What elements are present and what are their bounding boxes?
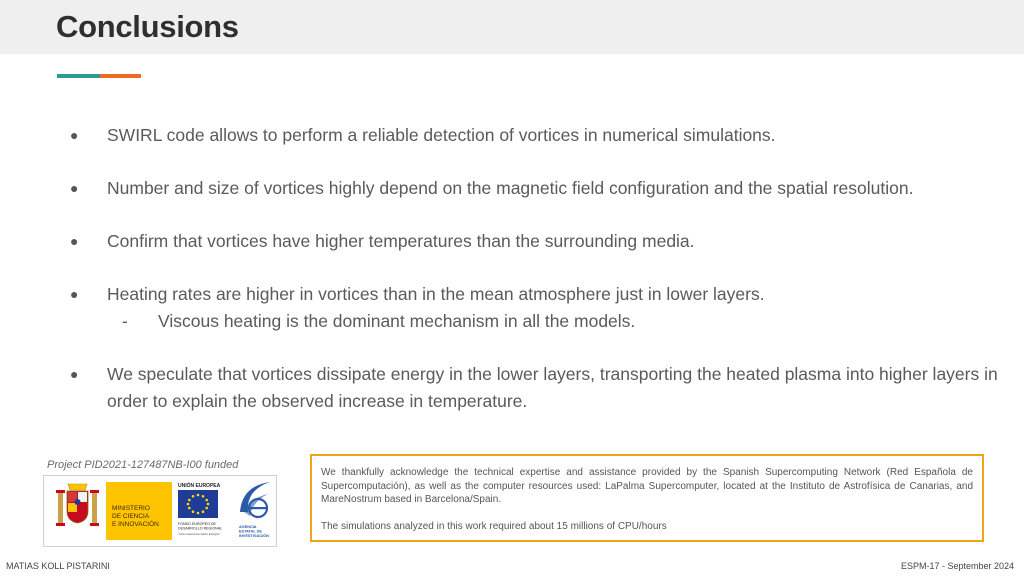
footer-event: ESPM-17 - September 2024 bbox=[900, 561, 1014, 571]
title-accent-orange bbox=[100, 74, 141, 78]
footer-author: MATIAS KOLL PISTARINI bbox=[6, 561, 110, 571]
ministry-line-1: MINISTERIO bbox=[112, 505, 150, 512]
eu-title: UNIÓN EUROPEA bbox=[178, 483, 221, 489]
agency-line-1: AGENCIA bbox=[239, 525, 257, 529]
slide-header bbox=[0, 0, 1024, 54]
bullet-icon: ● bbox=[70, 180, 79, 196]
bullet-text: Confirm that vortices have higher temperatures than the surrounding media. bbox=[107, 231, 695, 251]
bullet-icon: ● bbox=[70, 233, 79, 249]
agencia-estatal-logo-icon bbox=[240, 482, 270, 517]
slide-title: Conclusions bbox=[56, 9, 239, 44]
bullet-text: We speculate that vortices dissipate energy in the lower layers, transporting the heated plasma into higher layers in order to explain the observed increase in temperature. bbox=[107, 364, 998, 411]
eu-fund-line-1: FONDO EUROPEO DE bbox=[178, 522, 216, 526]
eu-motto: "Una manera de hacer Europa" bbox=[178, 532, 220, 536]
funding-label: Project PID2021-127487NB-I00 funded bbox=[47, 459, 239, 471]
bullet-text: SWIRL code allows to perform a reliable detection of vortices in numerical simulations. bbox=[107, 125, 776, 145]
ministry-line-2: DE CIENCIA bbox=[112, 513, 150, 520]
title-accent-teal bbox=[57, 74, 100, 78]
bullet-icon: ● bbox=[70, 366, 79, 382]
sub-bullet-dash: - bbox=[122, 311, 128, 331]
ministry-line-3: E INNOVACIÓN bbox=[112, 521, 159, 528]
acknowledgement-paragraph-1: We thankfully acknowledge the technical expertise and assistance provided by the Spanish Supercomputing Network (Red Española de Supercomputación), as well as the computer resources used: LaPalma Supercomputer, located at the Instituto de Astrofísica de Canarias, and MareNostrum based in Barcelona/Spain. bbox=[321, 467, 973, 505]
bullet-text: Number and size of vortices highly depend on the magnetic field configuration and the spatial resolution. bbox=[107, 178, 914, 198]
sub-bullet-text: Viscous heating is the dominant mechanism in all the models. bbox=[158, 311, 636, 331]
agency-line-3: INVESTIGACIÓN bbox=[239, 534, 269, 538]
bullet-icon: ● bbox=[70, 127, 79, 143]
acknowledgement-paragraph-2: The simulations analyzed in this work required about 15 millions of CPU/hours bbox=[321, 520, 667, 532]
bullet-icon: ● bbox=[70, 286, 79, 302]
bullet-text: Heating rates are higher in vortices than in the mean atmosphere just in lower layers. bbox=[107, 284, 765, 304]
eu-fund-line-2: DESARROLLO REGIONAL bbox=[178, 526, 223, 531]
acknowledgement-box bbox=[310, 454, 984, 542]
funding-logos bbox=[43, 475, 277, 547]
agency-line-2: ESTATAL DE bbox=[239, 529, 262, 534]
funding-logos-graphic bbox=[44, 476, 276, 546]
